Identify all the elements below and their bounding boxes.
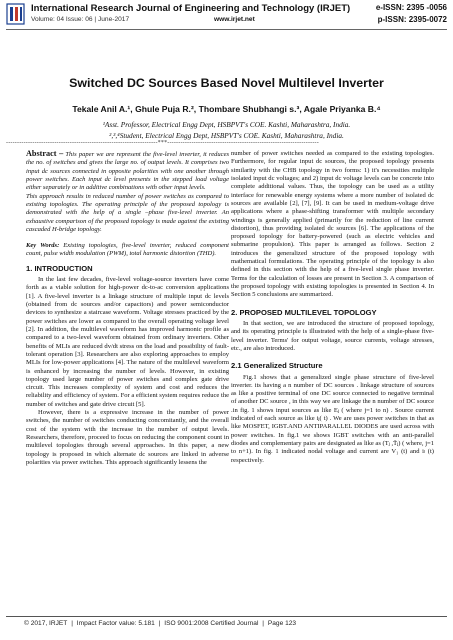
intro-paragraph-2: However, there is a expressive increase in the number of power switches, the number of switches conducting concomitantly, and the overall cost of the system with the increase in the number of output levels. Researchers, therefore, proceed to focus on reducing the component count in multilevel topologies through several approaches. In this paper, a new topology is proposed in which alternate dc sources are linked in adverse polarities via power switches. This approach significantly lessens the xyxy=(26,409,229,466)
journal-title: International Research Journal of Engineering and Technology (IRJET) xyxy=(31,3,351,14)
abstract-text-1: This paper we are represent the five-level inverter, it reduces the no. of switches and gives the large no. of output levels. It comprises two input dc sources connected in opposite polarities with one another through power switches. Each input dc level presents in the stepped load voltage either separately or in additive combinations with other input levels. xyxy=(26,151,230,192)
keywords-label: Key Words: xyxy=(26,242,60,250)
footer-separator: | xyxy=(262,620,264,627)
footer-iso: ISO 9001:2008 Certified Journal xyxy=(164,620,259,627)
footer-separator: | xyxy=(71,620,73,627)
footer-copyright: © 2017, IRJET xyxy=(24,620,68,627)
footer-page-number: Page 123 xyxy=(267,620,297,627)
section-separator: ---------------------------------------------------------------------***--------------------------------------------------------------------- xyxy=(6,140,319,146)
abstract-paragraph-1 xyxy=(26,150,229,193)
section-2-1-paragraph: Fig.1 shows that a generalized single phase structure of five-level inverter. its having a n number of DC sources . linkage structure of sources as like a positive terminal of one DC source connected to negative terminal of another DC source , in this way we are linkage the n number of DC source .in fig. 1 shows input sources as like Eⱼ ( where j=1 to n) . Source current indicated of each source as like iⱼ( t) . We are uses power switches in that as like MOSFET, IGBT.AND ANTIPARALLEL DIODES are used across with power switches. In fig.1 we shows IGBT switches with an anti-parallel diodes and complementary pairs are designated as like as (Tⱼ ,T̄ⱼ) ( where, j=1 to n+1). In fig. 1 indicated nodal voltage and current are V₁ (t) and iₗ (t) respectively. xyxy=(231,373,434,464)
author-list: Tekale Anil A.¹, Ghule Puja R.², Thombare Shubhangi s.³, Agale Priyanka B.⁴ xyxy=(72,104,381,114)
section-2-heading: 2. PROPOSED MULTILEVEL TOPOLOGY xyxy=(231,307,377,317)
volume-issue: Volume: 04 Issue: 06 | June-2017 xyxy=(31,16,130,23)
journal-header xyxy=(0,0,453,30)
left-column xyxy=(26,150,229,467)
journal-url[interactable]: www.irjet.net xyxy=(214,16,255,23)
intro-heading: 1. INTRODUCTION xyxy=(26,263,93,273)
e-issn: e-ISSN: 2395 -0056 xyxy=(375,3,447,12)
paper-title: Switched DC Sources Based Novel Multilevel Inverter xyxy=(69,76,384,90)
irjet-logo-icon xyxy=(6,3,25,25)
footer-impact-factor: Impact Factor value: 5.181 xyxy=(76,620,155,627)
right-column xyxy=(231,150,434,465)
abstract-paragraph-2: This approach results in reduced number of power switches as compared to existing topologies. The operating principle of the proposed topology is demonstrated with the help of a single –phase five-level inverter. An exhaustive comparison of the proposed topology is made against the existing cascaded H-bridge topology. xyxy=(26,192,229,233)
footer-rule xyxy=(6,616,447,617)
intro-continuation: number of power switches needed as compared to the existing topologies. Furthermore, for regular input dc sources, the proposed topology presents similarity with the CHB topology in two forms: 1) it's necessities multiple isolated input dc voltages; and 2) input dc voltage levels can be concrete into complete additional values. Thus, the topology can be used as a utility interface for renewable energy systems where a more number of isolated dc sources are available [2], [7], [9]. It can be used in medium-voltage drive applications where a phase-shifting transformer with multiple secondary windings is generally applied (primarily for the reduction of line current distortion), thus providing isolated dc sources [6]. The applications of the proposed topology for battery-powered (such as electric vehicles and submarine propulsion). This paper is arranged as follows. Section 2 introduces the generalized structure of the proposed topology with mathematical formulations. The operating principle of the topology is also defined in this section with the help of a five-level single phase inverter. Terms for the calculation of losses are present in Section 3. A comparison of the proposed topology with existing topologies is presented in Section 4. In Section 5 conclusions are summarized. xyxy=(231,150,434,299)
page-footer xyxy=(24,620,298,627)
p-issn: p-ISSN: 2395-0072 xyxy=(377,15,447,24)
section-2-1-heading: 2.1 Generalized Structure xyxy=(231,361,323,371)
keywords-paragraph xyxy=(26,242,229,259)
header-rule xyxy=(6,29,447,30)
section-2-paragraph: In that section, we are introduced the structure of proposed topology, and its operating principle is illustrated with the help of a single-phase five-level inverter. Terms' for output voltage, source currents, voltage stresses, etc., are also introduced. xyxy=(231,319,434,352)
footer-separator: | xyxy=(158,620,161,627)
keywords-text: Existing topologies, five-level inverter, reduced component count, pulse width modulation (PWM), total harmonic distortion (THD). xyxy=(26,242,229,258)
intro-paragraph-1: In the last few decades, five-level voltage-source inverters have come forth as a viable solution for high-power dc-to-ac conversion applications [1]. A five-level inverter is a linkage structure of multiple input dc levels (obtained from dc sources and/or capacitors) and power semiconductor devices to synthesize a staircase waveform. Voltage stresses practiced by the power switches are lower as compared to the overall operating voltage level [2]. In addition, the multilevel waveform has improved harmonic profile as compared to a two-level waveform obtained from ordinary inverters. Other benefits of MLIs are reduced dv/dt stress on the load and possibility of fault-tolerant operation [3]. Researchers are also exploring approaches to employ MLIs for low-power applications [4]. The nature of the multilevel waveform is enhanced by increasing the number of levels. However, in existing topology used large number of power switches and complex gate drive circuit. This increases complexity of system and cost and reduces the reliability and efficiency of system. For a efficient system requires reduce the number of switches and gate drive circuit [5]. xyxy=(26,276,229,408)
affiliation-1: ¹Asst. Professor, Electrical Engg Dept, HSBPVT's COE. Kashti, Maharashtra, India. xyxy=(102,120,351,129)
affiliation-2: ²,³,⁴Student, Electrical Engg Dept, HSBPVT's COE. Kashti, Maharashtra, India. xyxy=(109,131,344,140)
abstract-label: Abstract – xyxy=(26,149,64,158)
